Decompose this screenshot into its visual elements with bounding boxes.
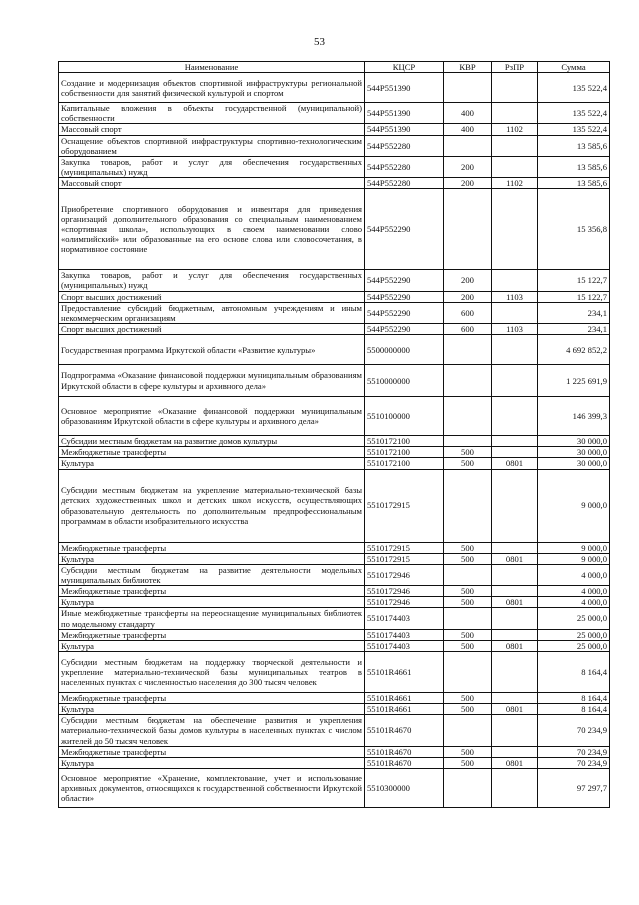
cell-kvr: 500 — [444, 586, 492, 597]
table-row — [59, 640, 610, 651]
cell-rzpr — [492, 189, 538, 270]
table-row — [59, 323, 610, 334]
cell-kvr: 500 — [444, 542, 492, 553]
cell-kvr — [444, 335, 492, 365]
cell-kvr: 500 — [444, 447, 492, 458]
cell-sum: 4 000,0 — [538, 586, 610, 597]
cell-name: Основное мероприятие «Хранение, комплектование, учет и использование архивных документов, относящихся к государственной собственности Иркутской области» — [59, 768, 365, 807]
cell-sum: 70 234,9 — [538, 715, 610, 746]
cell-kvr: 500 — [444, 640, 492, 651]
column-header-kvr: КВР — [444, 62, 492, 73]
table-row — [59, 746, 610, 757]
table-row — [59, 270, 610, 291]
cell-kcsr: 5510172915 — [365, 542, 444, 553]
cell-kcsr: 5510172946 — [365, 597, 444, 608]
table-row — [59, 629, 610, 640]
cell-kvr: 200 — [444, 156, 492, 177]
cell-kcsr: 55101R4661 — [365, 704, 444, 715]
cell-rzpr — [492, 302, 538, 323]
cell-kvr — [444, 651, 492, 692]
cell-kcsr: 5500000000 — [365, 335, 444, 365]
cell-rzpr — [492, 542, 538, 553]
cell-kvr: 500 — [444, 757, 492, 768]
cell-kvr — [444, 564, 492, 585]
cell-rzpr — [492, 715, 538, 746]
table-row — [59, 651, 610, 692]
cell-kcsr: 544P552290 — [365, 323, 444, 334]
cell-name: Массовый спорт — [59, 124, 365, 135]
table-row — [59, 103, 610, 124]
table-row — [59, 704, 610, 715]
cell-rzpr: 0801 — [492, 704, 538, 715]
cell-name: Субсидии местным бюджетам на укрепление материально-технической базы детских художественных школ и детских школ искусств, осуществляющих образовательную деятельность по дополнительным предпрофессиональным программам в области изобразительного искусства — [59, 469, 365, 542]
cell-kcsr: 544P551390 — [365, 103, 444, 124]
cell-name: Закупка товаров, работ и услуг для обеспечения государственных (муниципальных) нужд — [59, 156, 365, 177]
table-row — [59, 757, 610, 768]
cell-sum: 13 585,6 — [538, 156, 610, 177]
cell-rzpr — [492, 608, 538, 629]
cell-kcsr: 544P552280 — [365, 135, 444, 156]
cell-name: Основное мероприятие «Оказание финансовой поддержки муниципальным образованиям Иркутской области в сфере культуры и архивного дела» — [59, 397, 365, 436]
cell-sum: 25 000,0 — [538, 640, 610, 651]
cell-kvr: 500 — [444, 692, 492, 703]
cell-kcsr: 55101R4661 — [365, 651, 444, 692]
cell-rzpr — [492, 156, 538, 177]
cell-kcsr: 5510172946 — [365, 564, 444, 585]
cell-kvr: 400 — [444, 103, 492, 124]
cell-name: Культура — [59, 704, 365, 715]
cell-rzpr — [492, 397, 538, 436]
cell-sum: 8 164,4 — [538, 651, 610, 692]
cell-name: Приобретение спортивного оборудования и инвентаря для приведения организаций дополнительного образования со специальным наименованием «спортивная школа», использующих в своем наименовании слово «олимпийский» или образованные на его основе слова или словосочетания, в нормативное состояние — [59, 189, 365, 270]
cell-rzpr — [492, 365, 538, 397]
cell-name: Спорт высших достижений — [59, 291, 365, 302]
cell-kvr: 600 — [444, 323, 492, 334]
table-row — [59, 447, 610, 458]
cell-name: Оснащение объектов спортивной инфраструктуры спортивно-технологическим оборудованием — [59, 135, 365, 156]
cell-kcsr: 55101R4670 — [365, 757, 444, 768]
cell-name: Межбюджетные трансферты — [59, 542, 365, 553]
table-row — [59, 73, 610, 103]
cell-sum: 30 000,0 — [538, 458, 610, 469]
table-row — [59, 302, 610, 323]
cell-sum: 30 000,0 — [538, 436, 610, 447]
cell-sum: 25 000,0 — [538, 629, 610, 640]
cell-kcsr: 5510172100 — [365, 436, 444, 447]
column-header-rzpr: РзПР — [492, 62, 538, 73]
cell-rzpr — [492, 651, 538, 692]
cell-kcsr: 5510000000 — [365, 365, 444, 397]
cell-sum: 15 356,8 — [538, 189, 610, 270]
cell-name: Иные межбюджетные трансферты на переоснащение муниципальных библиотек по модельному стандарту — [59, 608, 365, 629]
cell-sum: 70 234,9 — [538, 757, 610, 768]
cell-name: Культура — [59, 458, 365, 469]
cell-kvr: 200 — [444, 270, 492, 291]
table-row — [59, 564, 610, 585]
cell-kvr — [444, 436, 492, 447]
cell-kvr — [444, 189, 492, 270]
cell-sum: 4 000,0 — [538, 597, 610, 608]
cell-kcsr: 5510172915 — [365, 553, 444, 564]
cell-name: Капитальные вложения в объекты государственной (муниципальной) собственности — [59, 103, 365, 124]
cell-kcsr: 544P551390 — [365, 73, 444, 103]
cell-kvr: 500 — [444, 746, 492, 757]
cell-name: Субсидии местным бюджетам на поддержку творческой деятельности и укрепление материально-технической базы муниципальных театров в населенных пунктах с численностью населения до 300 тысяч человек — [59, 651, 365, 692]
cell-kcsr: 544P551390 — [365, 124, 444, 135]
table-row — [59, 458, 610, 469]
cell-name: Культура — [59, 640, 365, 651]
cell-name: Межбюджетные трансферты — [59, 692, 365, 703]
cell-rzpr — [492, 436, 538, 447]
table-row — [59, 715, 610, 746]
cell-rzpr: 0801 — [492, 597, 538, 608]
cell-kcsr: 5510100000 — [365, 397, 444, 436]
cell-kvr: 200 — [444, 178, 492, 189]
cell-kcsr: 544P552290 — [365, 302, 444, 323]
table-row — [59, 586, 610, 597]
cell-kcsr: 544P552290 — [365, 189, 444, 270]
cell-sum: 1 225 691,9 — [538, 365, 610, 397]
table-row — [59, 692, 610, 703]
cell-kvr: 500 — [444, 553, 492, 564]
cell-kcsr: 544P552290 — [365, 291, 444, 302]
cell-kcsr: 544P552280 — [365, 156, 444, 177]
cell-kcsr: 55101R4670 — [365, 715, 444, 746]
cell-kcsr: 5510174403 — [365, 608, 444, 629]
cell-sum: 8 164,4 — [538, 704, 610, 715]
cell-rzpr: 0801 — [492, 757, 538, 768]
cell-kcsr: 55101R4670 — [365, 746, 444, 757]
cell-kcsr: 544P552290 — [365, 270, 444, 291]
cell-sum: 97 297,7 — [538, 768, 610, 807]
cell-kvr — [444, 608, 492, 629]
table-row — [59, 469, 610, 542]
cell-kcsr: 5510174403 — [365, 640, 444, 651]
cell-name: Межбюджетные трансферты — [59, 447, 365, 458]
cell-rzpr — [492, 135, 538, 156]
cell-kcsr: 5510172100 — [365, 447, 444, 458]
cell-kcsr: 5510172100 — [365, 458, 444, 469]
cell-kcsr: 5510172915 — [365, 469, 444, 542]
cell-sum: 15 122,7 — [538, 270, 610, 291]
page-number: 53 — [314, 36, 325, 48]
cell-kvr: 500 — [444, 704, 492, 715]
cell-rzpr: 0801 — [492, 640, 538, 651]
cell-sum: 4 000,0 — [538, 564, 610, 585]
cell-name: Спорт высших достижений — [59, 323, 365, 334]
cell-rzpr — [492, 103, 538, 124]
cell-rzpr — [492, 586, 538, 597]
budget-table — [58, 61, 610, 808]
cell-sum: 70 234,9 — [538, 746, 610, 757]
cell-name: Межбюджетные трансферты — [59, 629, 365, 640]
cell-sum: 9 000,0 — [538, 469, 610, 542]
cell-name: Субсидии местным бюджетам на развитие деятельности модельных муниципальных библиотек — [59, 564, 365, 585]
table-row — [59, 597, 610, 608]
cell-rzpr: 0801 — [492, 458, 538, 469]
cell-kcsr: 544P552280 — [365, 178, 444, 189]
table-row — [59, 189, 610, 270]
cell-rzpr — [492, 564, 538, 585]
cell-kvr: 200 — [444, 291, 492, 302]
cell-rzpr — [492, 447, 538, 458]
cell-sum: 30 000,0 — [538, 447, 610, 458]
column-header-name: Наименование — [59, 62, 365, 73]
cell-kvr — [444, 73, 492, 103]
cell-name: Субсидии местным бюджетам на развитие домов культуры — [59, 436, 365, 447]
table-row — [59, 335, 610, 365]
cell-rzpr: 1102 — [492, 124, 538, 135]
table-header-row — [59, 62, 610, 73]
table-row — [59, 768, 610, 807]
cell-rzpr — [492, 629, 538, 640]
cell-sum: 135 522,4 — [538, 124, 610, 135]
cell-name: Массовый спорт — [59, 178, 365, 189]
table-row — [59, 291, 610, 302]
cell-name: Закупка товаров, работ и услуг для обеспечения государственных (муниципальных) нужд — [59, 270, 365, 291]
table-row — [59, 436, 610, 447]
cell-name: Межбюджетные трансферты — [59, 586, 365, 597]
table-row — [59, 553, 610, 564]
cell-name: Межбюджетные трансферты — [59, 746, 365, 757]
cell-sum: 135 522,4 — [538, 103, 610, 124]
cell-name: Подпрограмма «Оказание финансовой поддержки муниципальным образованиям Иркутской области в сфере культуры и архивного дела» — [59, 365, 365, 397]
cell-name: Культура — [59, 597, 365, 608]
cell-kcsr: 5510174403 — [365, 629, 444, 640]
table-row — [59, 365, 610, 397]
table-row — [59, 156, 610, 177]
cell-sum: 13 585,6 — [538, 135, 610, 156]
table-row — [59, 124, 610, 135]
cell-sum: 9 000,0 — [538, 542, 610, 553]
cell-kvr — [444, 365, 492, 397]
column-header-sum: Сумма — [538, 62, 610, 73]
cell-kcsr: 5510172946 — [365, 586, 444, 597]
cell-sum: 4 692 852,2 — [538, 335, 610, 365]
cell-sum: 135 522,4 — [538, 73, 610, 103]
cell-sum: 234,1 — [538, 302, 610, 323]
cell-rzpr — [492, 335, 538, 365]
cell-kvr — [444, 135, 492, 156]
cell-sum: 8 164,4 — [538, 692, 610, 703]
cell-sum: 15 122,7 — [538, 291, 610, 302]
column-header-kcsr: КЦСР — [365, 62, 444, 73]
cell-kvr — [444, 768, 492, 807]
cell-rzpr: 1103 — [492, 323, 538, 334]
cell-sum: 13 585,6 — [538, 178, 610, 189]
table-row — [59, 397, 610, 436]
cell-kvr: 500 — [444, 458, 492, 469]
cell-name: Государственная программа Иркутской области «Развитие культуры» — [59, 335, 365, 365]
cell-name: Предоставление субсидий бюджетным, автономным учреждениям и иным некоммерческим организациям — [59, 302, 365, 323]
cell-kvr — [444, 715, 492, 746]
cell-kvr: 500 — [444, 597, 492, 608]
cell-rzpr — [492, 768, 538, 807]
cell-name: Культура — [59, 757, 365, 768]
cell-kvr — [444, 469, 492, 542]
cell-kvr: 400 — [444, 124, 492, 135]
cell-rzpr: 0801 — [492, 553, 538, 564]
table-row — [59, 178, 610, 189]
table-row — [59, 135, 610, 156]
cell-rzpr — [492, 469, 538, 542]
cell-kvr: 500 — [444, 629, 492, 640]
cell-rzpr: 1102 — [492, 178, 538, 189]
cell-kvr — [444, 397, 492, 436]
table-row — [59, 608, 610, 629]
cell-rzpr — [492, 270, 538, 291]
cell-kcsr: 55101R4661 — [365, 692, 444, 703]
cell-sum: 146 399,3 — [538, 397, 610, 436]
cell-kvr: 600 — [444, 302, 492, 323]
cell-sum: 25 000,0 — [538, 608, 610, 629]
cell-rzpr — [492, 746, 538, 757]
cell-sum: 9 000,0 — [538, 553, 610, 564]
cell-kcsr: 5510300000 — [365, 768, 444, 807]
table-body — [59, 73, 610, 808]
cell-name: Создание и модернизация объектов спортивной инфраструктуры региональной собственности для занятий физической культурой и спортом — [59, 73, 365, 103]
cell-rzpr — [492, 73, 538, 103]
cell-rzpr — [492, 692, 538, 703]
table-row — [59, 542, 610, 553]
cell-sum: 234,1 — [538, 323, 610, 334]
cell-name: Культура — [59, 553, 365, 564]
cell-name: Субсидии местным бюджетам на обеспечение развития и укрепления материально-технической базы домов культуры в населенных пунктах с числом жителей до 50 тысяч человек — [59, 715, 365, 746]
cell-rzpr: 1103 — [492, 291, 538, 302]
